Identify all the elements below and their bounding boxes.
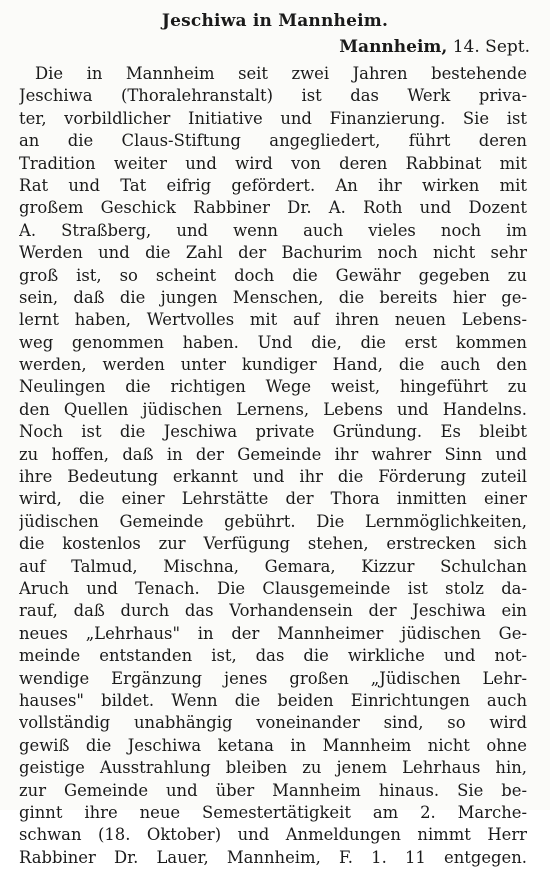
article-line: lernt haben, Wertvolles mit auf ihren neuen Lebens-: [19, 310, 527, 330]
article-dateline: [339, 36, 530, 58]
article-line: ter, vorbildlicher Initiative und Finanzierung. Sie ist: [19, 108, 527, 128]
article-line: Werden und die Zahl der Bachurim noch nicht sehr: [19, 243, 527, 263]
article-line: gewiß die Jeschiwa ketana in Mannheim nicht ohne: [19, 735, 527, 755]
article-line: großem Geschick Rabbiner Dr. A. Roth und Dozent: [19, 198, 527, 218]
article-line: wird, die einer Lehrstätte der Thora inmitten einer: [19, 489, 527, 509]
article-line: Tradition weiter und wird von deren Rabbinat mit: [19, 153, 527, 173]
article-line: meinde entstanden ist, das die wirkliche und not-: [19, 646, 527, 666]
article-line: die kostenlos zur Verfügung stehen, erstrecken sich: [19, 534, 527, 554]
dateline-date: 14. Sept.: [452, 37, 530, 57]
article-line: geistige Ausstrahlung bleiben zu jenem Lehrhaus hin,: [19, 758, 527, 778]
article-line: rauf, daß durch das Vorhandensein der Jeschiwa ein: [19, 601, 527, 621]
article-line: schwan (18. Oktober) und Anmeldungen nimmt Herr: [19, 825, 527, 845]
article-line: vollständig unabhängig voneinander sind, so wird: [19, 713, 527, 733]
article-line: Rabbiner Dr. Lauer, Mannheim, F. 1. 11 entgegen.: [19, 847, 527, 867]
article-line: den Quellen jüdischen Lernens, Lebens und Handelns.: [19, 399, 527, 419]
article-line: Noch ist die Jeschiwa private Gründung. Es bleibt: [19, 422, 527, 442]
article-body: [19, 63, 527, 869]
article-line: weg genommen haben. Und die, die erst kommen: [19, 332, 527, 352]
dateline-place: Mannheim,: [339, 37, 448, 57]
article-line: jüdischen Gemeinde gebührt. Die Lernmöglichkeiten,: [19, 511, 527, 531]
article-line: auf Talmud, Mischna, Gemara, Kizzur Schulchan: [19, 556, 527, 576]
article-line: groß ist, so scheint doch die Gewähr gegeben zu: [19, 265, 527, 285]
article-line: hauses" bildet. Wenn die beiden Einrichtungen auch: [19, 690, 527, 710]
article-line: sein, daß die jungen Menschen, die bereits hier ge-: [19, 287, 527, 307]
article-line: Neulingen die richtigen Wege weist, hingeführt zu: [19, 377, 527, 397]
article-line: A. Straßberg, und wenn auch vieles noch im: [19, 220, 527, 240]
article-headline: Jeschiwa in Mannheim.: [161, 11, 389, 31]
article-line: neues „Lehrhaus" in der Mannheimer jüdischen Ge-: [19, 623, 527, 643]
article-line: Die in Mannheim seit zwei Jahren bestehende: [35, 64, 527, 83]
article-line: ihre Bedeutung erkannt und ihr die Förderung zuteil: [19, 467, 527, 487]
article-line: zu hoffen, daß in der Gemeinde ihr wahrer Sinn und: [19, 444, 527, 464]
article-line: zur Gemeinde und über Mannheim hinaus. Sie be-: [19, 780, 527, 800]
article-line: Aruch und Tenach. Die Clausgemeinde ist stolz da-: [19, 578, 527, 598]
article-line: Rat und Tat eifrig gefördert. An ihr wirken mit: [19, 175, 527, 195]
article-line: wendige Ergänzung jenes großen „Jüdischen Lehr-: [19, 668, 527, 688]
article-line: an die Claus-Stiftung angegliedert, führt deren: [19, 131, 527, 151]
article-line: Jeschiwa (Thoralehranstalt) ist das Werk priva-: [19, 86, 527, 106]
article-line: werden, werden unter kundiger Hand, die auch den: [19, 355, 527, 375]
article-line: ginnt ihre neue Semestertätigkeit am 2. Marche-: [19, 802, 527, 822]
